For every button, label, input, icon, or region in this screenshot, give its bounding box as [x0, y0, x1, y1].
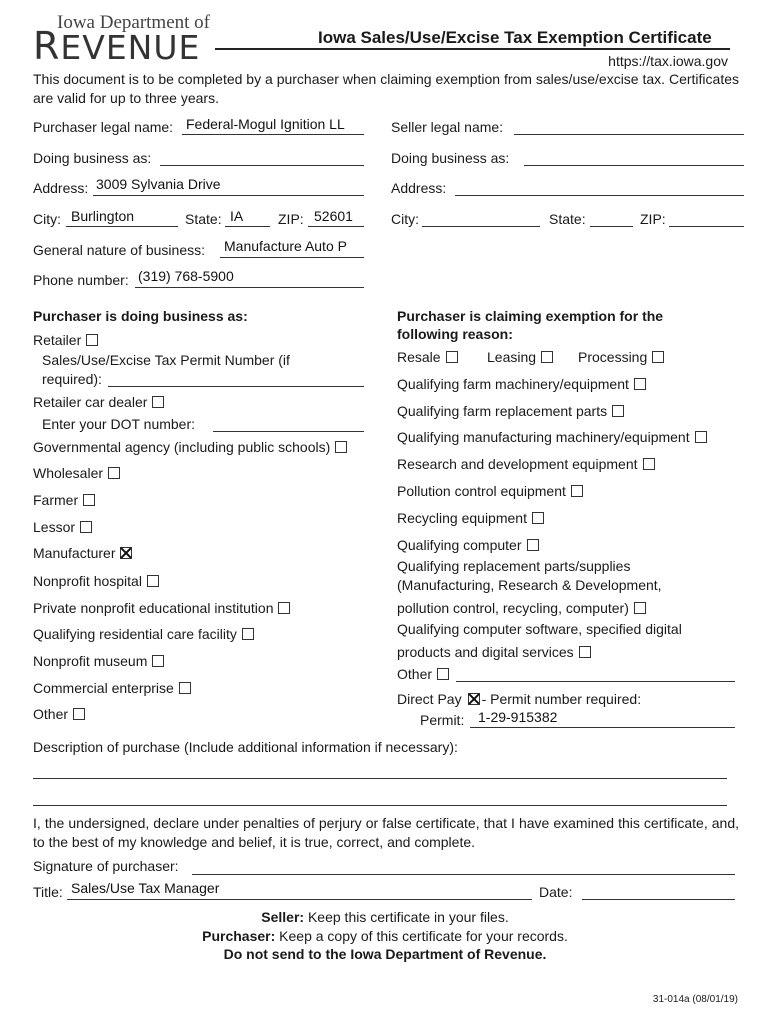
business-nature-field[interactable]: Manufacture Auto P [224, 238, 347, 254]
retailer-checkbox[interactable] [86, 334, 98, 346]
government-checkbox[interactable] [335, 441, 347, 453]
other-exemption-field[interactable] [456, 681, 735, 682]
purchaser-state-line [225, 226, 270, 227]
option-mfg-machinery: Qualifying manufacturing machinery/equipment [397, 429, 707, 445]
recycling-checkbox[interactable] [532, 512, 544, 524]
option-recycling: Recycling equipment [397, 510, 544, 526]
purchaser-state-field[interactable]: IA [230, 208, 244, 224]
direct-pay-checkbox-checked[interactable] [468, 693, 480, 705]
leasing-checkbox[interactable] [541, 351, 553, 363]
title-line [67, 899, 532, 900]
seller-dba-field[interactable] [524, 165, 744, 166]
purchaser-zip-line [308, 226, 364, 227]
business-nature-label: General nature of business: [33, 242, 205, 258]
seller-instruction: Seller: Keep this certificate in your files. [261, 909, 509, 925]
dot-number-field[interactable] [213, 431, 364, 432]
private-edu-checkbox[interactable] [278, 602, 290, 614]
rd-equipment-checkbox[interactable] [643, 458, 655, 470]
logo-department-text: Iowa Department of [57, 12, 210, 33]
replacement-parts-text-2: (Manufacturing, Research & Development, [397, 577, 662, 593]
purchaser-legal-name-field[interactable]: Federal-Mogul Ignition LL [186, 116, 345, 132]
seller-zip-label: ZIP: [640, 211, 666, 227]
purchaser-legal-name-line [182, 134, 364, 135]
option-computer: Qualifying computer [397, 537, 539, 553]
farm-machinery-checkbox[interactable] [634, 378, 646, 390]
seller-city-label: City: [391, 211, 419, 227]
farm-parts-checkbox[interactable] [612, 405, 624, 417]
permit-label: Permit: [420, 712, 465, 728]
wholesaler-checkbox[interactable] [108, 467, 120, 479]
option-lessor: Lessor [33, 519, 92, 535]
exemption-heading: Purchaser is claiming exemption for the [397, 308, 664, 324]
purchaser-dba-label: Doing business as: [33, 150, 152, 166]
seller-address-field[interactable] [455, 195, 744, 196]
option-wholesaler: Wholesaler [33, 465, 120, 481]
permit-number-label: Sales/Use/Excise Tax Permit Number (if [42, 352, 290, 368]
purchaser-city-label: City: [33, 211, 61, 227]
signature-field[interactable] [192, 874, 735, 875]
purchaser-city-field[interactable]: Burlington [71, 208, 135, 224]
description-line-2[interactable] [33, 805, 727, 806]
option-other-business: Other [33, 706, 85, 722]
purchaser-address-line [93, 195, 364, 196]
option-government: Governmental agency (including public schools) [33, 439, 347, 455]
software-checkbox[interactable] [579, 646, 591, 658]
business-nature-line [220, 257, 364, 258]
business-as-heading: Purchaser is doing business as: [33, 308, 248, 324]
option-farm-parts: Qualifying farm replacement parts [397, 403, 624, 419]
seller-state-label: State: [549, 211, 586, 227]
signature-label: Signature of purchaser: [33, 858, 179, 874]
seller-zip-field[interactable] [669, 226, 744, 227]
processing-checkbox[interactable] [652, 351, 664, 363]
logo-revenue-text: REVENUE [33, 24, 201, 68]
manufacturer-checkbox-checked[interactable] [120, 547, 132, 559]
option-private-edu: Private nonprofit educational institution [33, 600, 290, 616]
exemption-heading-2: following reason: [397, 326, 513, 342]
do-not-send-warning: Do not send to the Iowa Department of Revenue. [223, 946, 547, 962]
page-title: Iowa Sales/Use/Excise Tax Exemption Certificate [318, 28, 712, 47]
description-line-1[interactable] [33, 778, 727, 779]
seller-dba-label: Doing business as: [391, 150, 510, 166]
option-farm-machinery: Qualifying farm machinery/equipment [397, 376, 646, 392]
option-replacement-parts: pollution control, recycling, computer) [397, 600, 646, 616]
option-software: products and digital services [397, 644, 591, 660]
option-resale: Resale [397, 349, 458, 365]
seller-legal-name-label: Seller legal name: [391, 119, 504, 135]
car-dealer-checkbox[interactable] [152, 396, 164, 408]
title-rule [215, 48, 730, 50]
form-id: 31-014a (08/01/19) [652, 994, 738, 1005]
lessor-checkbox[interactable] [80, 521, 92, 533]
phone-line [135, 287, 364, 288]
permit-field[interactable]: 1-29-915382 [478, 709, 558, 725]
computer-checkbox[interactable] [527, 539, 539, 551]
option-commercial: Commercial enterprise [33, 680, 191, 696]
option-processing: Processing [578, 349, 664, 365]
purchaser-zip-field[interactable]: 52601 [314, 208, 353, 224]
website-url: https://tax.iowa.gov [608, 53, 728, 69]
option-pollution: Pollution control equipment [397, 483, 583, 499]
option-direct-pay: Direct Pay - Permit number required: [397, 691, 642, 707]
seller-city-field[interactable] [422, 226, 540, 227]
purchaser-address-label: Address: [33, 180, 89, 196]
intro-text: This document is to be completed by a purchaser when claiming exemption from sales/use/excise tax. Certificates are valid for up to three years. [33, 71, 739, 106]
option-museum: Nonprofit museum [33, 653, 164, 669]
purchaser-dba-field[interactable] [160, 165, 364, 166]
other-business-checkbox[interactable] [73, 708, 85, 720]
replacement-parts-text: Qualifying replacement parts/supplies [397, 558, 631, 574]
farmer-checkbox[interactable] [83, 494, 95, 506]
dot-number-label: Enter your DOT number: [42, 416, 196, 432]
title-field[interactable]: Sales/Use Tax Manager [71, 880, 220, 896]
seller-address-label: Address: [391, 180, 447, 196]
declaration-text: I, the undersigned, declare under penalties of perjury or false certificate, that I have examined this certificate, and, to the best of my knowledge and belief, it is true, correct, and complete. [33, 815, 739, 850]
resale-checkbox[interactable] [446, 351, 458, 363]
option-residential-care: Qualifying residential care facility [33, 626, 254, 642]
replacement-parts-checkbox[interactable] [634, 602, 646, 614]
phone-label: Phone number: [33, 272, 129, 288]
nonprofit-hospital-checkbox[interactable] [147, 575, 159, 587]
purchaser-instruction: Purchaser: Keep a copy of this certificate for your records. [202, 928, 568, 944]
option-rd-equipment: Research and development equipment [397, 456, 655, 472]
residential-care-checkbox[interactable] [242, 628, 254, 640]
pollution-checkbox[interactable] [571, 485, 583, 497]
description-label: Description of purchase (Include additional information if necessary): [33, 739, 458, 755]
option-manufacturer: Manufacturer [33, 545, 132, 561]
purchaser-state-label: State: [185, 211, 222, 227]
purchaser-zip-label: ZIP: [278, 211, 304, 227]
purchaser-address-field[interactable]: 3009 Sylvania Drive [96, 176, 221, 192]
commercial-checkbox[interactable] [179, 682, 191, 694]
option-farmer: Farmer [33, 492, 95, 508]
other-exemption-checkbox[interactable] [437, 668, 449, 680]
software-text: Qualifying computer software, specified digital [397, 621, 682, 637]
permit-line [470, 727, 735, 728]
museum-checkbox[interactable] [152, 655, 164, 667]
option-nonprofit-hospital: Nonprofit hospital [33, 573, 159, 589]
date-field[interactable] [582, 899, 735, 900]
date-label: Date: [539, 884, 573, 900]
permit-number-field[interactable] [108, 386, 364, 387]
purchaser-city-line [66, 226, 178, 227]
permit-number-label-2: required): [42, 371, 102, 387]
option-retailer: Retailer [33, 332, 98, 348]
phone-field[interactable]: (319) 768-5900 [138, 268, 234, 284]
mfg-machinery-checkbox[interactable] [695, 431, 707, 443]
option-other-exemption: Other [397, 666, 449, 682]
title-label: Title: [33, 884, 63, 900]
seller-state-field[interactable] [590, 226, 633, 227]
seller-legal-name-field[interactable] [514, 134, 744, 135]
option-retailer-car-dealer: Retailer car dealer [33, 394, 164, 410]
option-leasing: Leasing [487, 349, 553, 365]
purchaser-legal-name-label: Purchaser legal name: [33, 119, 174, 135]
